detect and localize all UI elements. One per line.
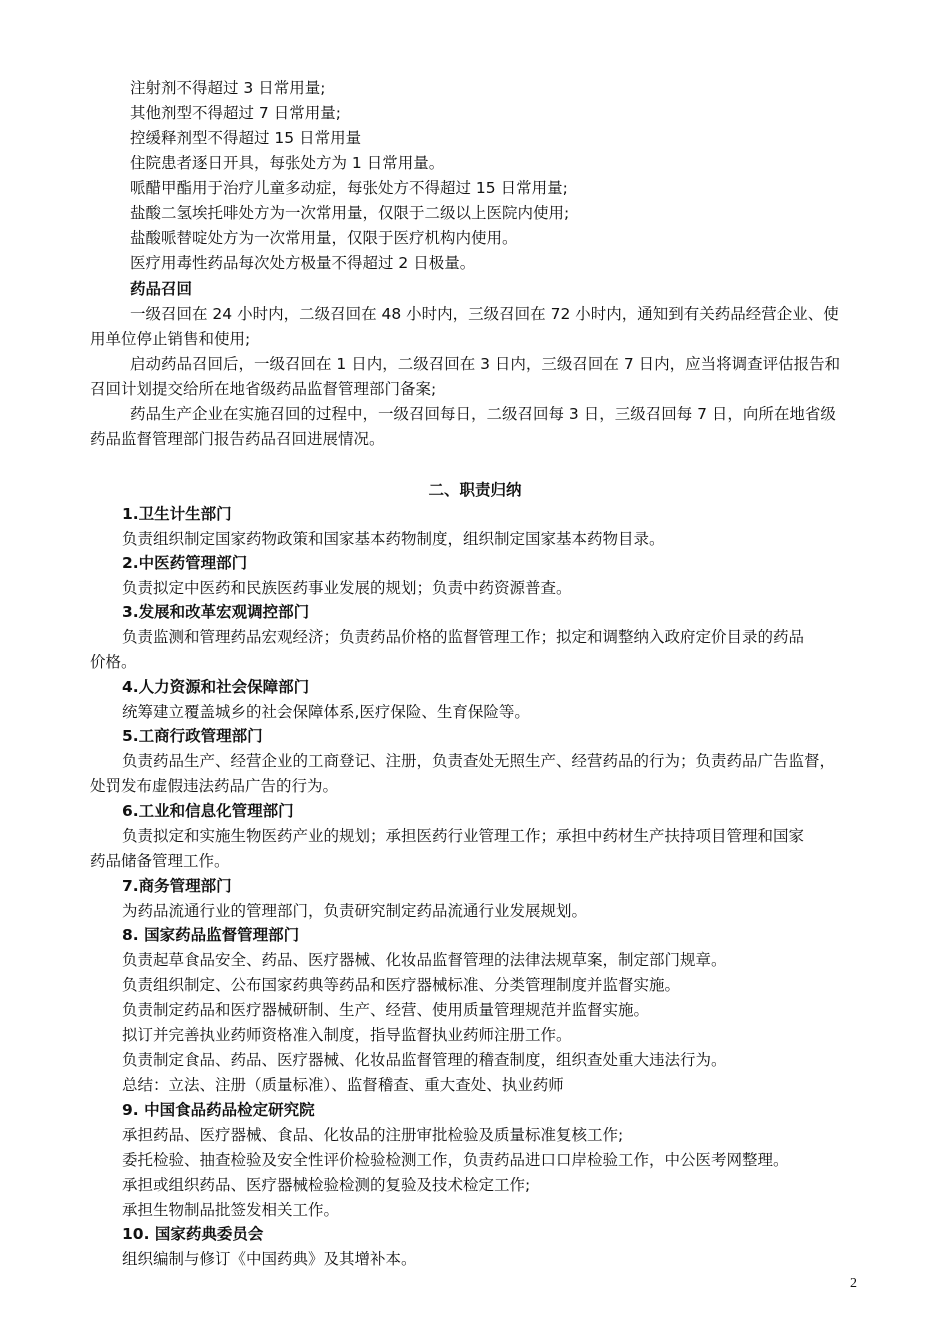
dosage-line: 其他剂型不得超过 7 日常用量; — [130, 104, 341, 122]
recall-paragraph: 药品监督管理部门报告药品召回进展情况。 — [90, 430, 385, 448]
dosage-line: 住院患者逐日开具，每张处方为 1 日常用量。 — [130, 154, 445, 172]
section-text: 负责监测和管理药品宏观经济；负责药品价格的监督管理工作；拟定和调整纳入政府定价目录的药品 — [122, 628, 805, 646]
section-text: 负责药品生产、经营企业的工商登记、注册，负责查处无照生产、经营药品的行为；负责药品广告监督， — [122, 752, 836, 770]
section-text: 组织编制与修订《中国药典》及其增补本。 — [122, 1250, 417, 1268]
section-text: 负责组织制定、公布国家药典等药品和医疗器械标准、分类管理制度并监督实施。 — [122, 976, 681, 994]
section-text: 承担生物制品批签发相关工作。 — [122, 1201, 340, 1219]
dosage-line: 注射剂不得超过 3 日常用量; — [130, 79, 326, 97]
section-text: 统筹建立覆盖城乡的社会保障体系,医疗保险、生育保险等。 — [122, 703, 530, 721]
dosage-line: 盐酸哌替啶处方为一次常用量，仅限于医疗机构内使用。 — [130, 229, 518, 247]
section-title: 二、职责归纳 — [428, 481, 522, 499]
section-text: 负责起草食品安全、药品、医疗器械、化妆品监督管理的法律法规草案，制定部门规章。 — [122, 951, 727, 969]
section-text: 负责制定食品、药品、医疗器械、化妆品监督管理的稽查制度，组织查处重大违法行为。 — [122, 1051, 727, 1069]
section-heading: 10. 国家药典委员会 — [122, 1225, 264, 1243]
section-heading: 6.工业和信息化管理部门 — [122, 802, 294, 820]
section-heading: 8. 国家药品监督管理部门 — [122, 926, 300, 944]
section-text: 药品储备管理工作。 — [90, 852, 230, 870]
section-heading: 5.工商行政管理部门 — [122, 727, 263, 745]
section-text: 负责制定药品和医疗器械研制、生产、经营、使用质量管理规范并监督实施。 — [122, 1001, 650, 1019]
recall-heading: 药品召回 — [130, 280, 193, 298]
section-text: 价格。 — [90, 653, 137, 671]
recall-paragraph: 用单位停止销售和使用; — [90, 330, 251, 348]
section-heading: 1.卫生计生部门 — [122, 505, 232, 523]
section-text: 负责拟定中医药和民族医药事业发展的规划；负责中药资源普查。 — [122, 579, 572, 597]
recall-paragraph: 召回计划提交给所在地省级药品监督管理部门备案; — [90, 380, 437, 398]
section-text: 处罚发布虚假违法药品广告的行为。 — [90, 777, 339, 795]
section-text: 总结：立法、注册（质量标准）、监督稽查、重大查处、执业药师 — [122, 1076, 564, 1094]
recall-paragraph: 启动药品召回后，一级召回在 1 日内，二级召回在 3 日内，三级召回在 7 日内，应当将调查评估报告和 — [130, 355, 841, 373]
section-heading: 9. 中国食品药品检定研究院 — [122, 1101, 315, 1119]
recall-paragraph: 药品生产企业在实施召回的过程中，一级召回每日，二级召回每 3 日，三级召回每 7 日，向所在地省级 — [130, 405, 836, 423]
section-text: 为药品流通行业的管理部门，负责研究制定药品流通行业发展规划。 — [122, 902, 588, 920]
section-heading: 3.发展和改革宏观调控部门 — [122, 603, 310, 621]
dosage-line: 盐酸二氢埃托啡处方为一次常用量，仅限于二级以上医院内使用; — [130, 204, 570, 222]
section-heading: 4.人力资源和社会保障部门 — [122, 678, 310, 696]
section-text: 负责拟定和实施生物医药产业的规划；承担医药行业管理工作；承担中药材生产扶持项目管理和国家 — [122, 827, 805, 845]
section-text: 承担药品、医疗器械、食品、化妆品的注册审批检验及质量标准复核工作; — [122, 1126, 624, 1144]
section-text: 拟订并完善执业药师资格准入制度，指导监督执业药师注册工作。 — [122, 1026, 572, 1044]
section-heading: 7.商务管理部门 — [122, 877, 232, 895]
section-heading: 2.中医药管理部门 — [122, 554, 248, 572]
page-number: 2 — [850, 1276, 857, 1291]
dosage-line: 医疗用毒性药品每次处方极量不得超过 2 日极量。 — [130, 254, 476, 272]
dosage-line: 哌醋甲酯用于治疗儿童多动症，每张处方不得超过 15 日常用量; — [130, 179, 568, 197]
section-text: 委托检验、抽查检验及安全性评价检验检测工作，负责药品进口口岸检验工作，中公医考网整理。 — [122, 1151, 789, 1169]
recall-paragraph: 一级召回在 24 小时内，二级召回在 48 小时内，三级召回在 72 小时内，通知到有关药品经营企业、使 — [130, 305, 839, 323]
section-text: 承担或组织药品、医疗器械检验检测的复验及技术检定工作; — [122, 1176, 531, 1194]
dosage-line: 控缓释剂型不得超过 15 日常用量 — [130, 129, 362, 147]
section-text: 负责组织制定国家药物政策和国家基本药物制度，组织制定国家基本药物目录。 — [122, 530, 665, 548]
